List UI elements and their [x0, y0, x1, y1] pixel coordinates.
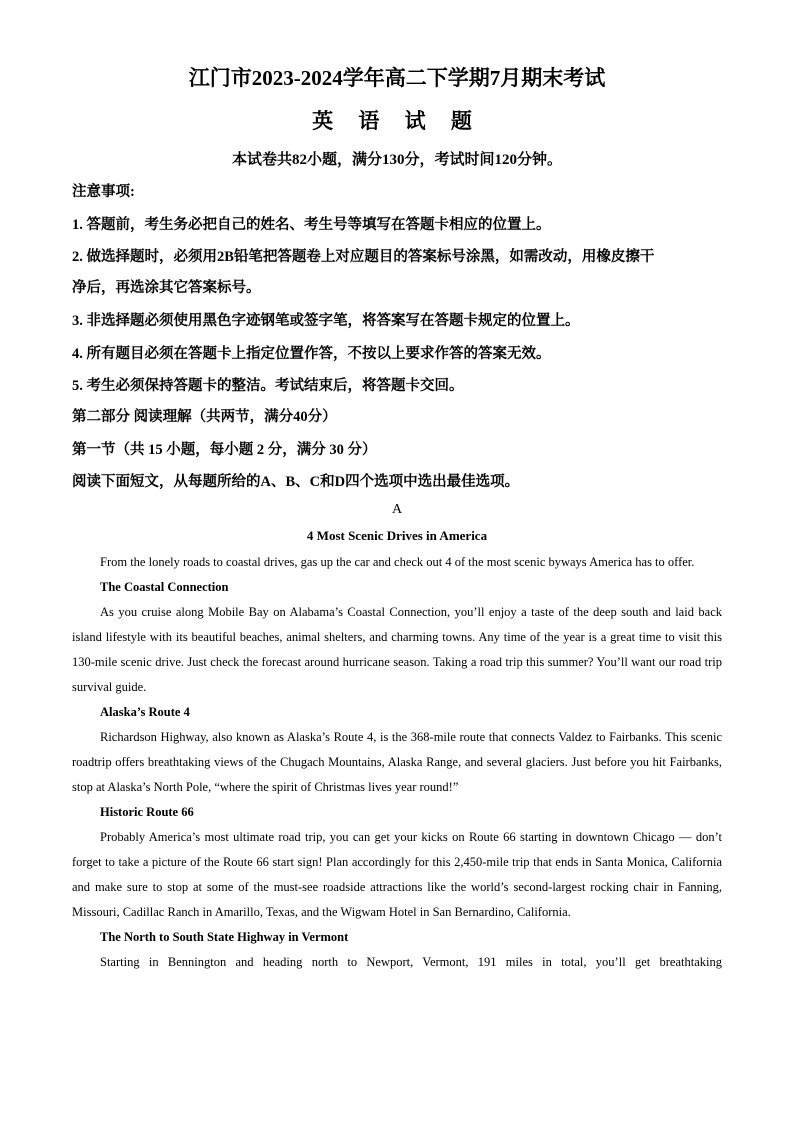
- note-item-4: 4. 所有题目必须在答题卡上指定位置作答，不按以上要求作答的答案无效。: [72, 346, 551, 362]
- passage-intro: From the lonely roads to coastal drives, gas up the car and check out 4 of the most scenic byways America has to offer.: [100, 555, 695, 569]
- note-item-1: 1. 答题前，考生务必把自己的姓名、考生号等填写在答题卡相应的位置上。: [72, 217, 551, 233]
- note-item-5: 5. 考生必须保持答题卡的整洁。考试结束后，将答题卡交回。: [72, 378, 464, 394]
- part-title: 第二部分 阅读理解（共两节，满分40分）: [72, 409, 337, 425]
- section-title: 第一节（共 15 小题，每小题 2 分，满分 30 分）: [72, 442, 377, 458]
- section-heading: Alaska’s Route 4: [100, 705, 190, 719]
- passage-letter: A: [391, 502, 403, 517]
- exam-info: 本试卷共82小题，满分130分，考试时间120分钟。: [231, 152, 562, 168]
- passage-body: [72, 550, 722, 975]
- section-heading: Historic Route 66: [100, 805, 194, 819]
- section-heading: The North to South State Highway in Vermont: [100, 930, 349, 944]
- note-item-2-cont: 净后，再选涂其它答案标号。: [72, 280, 261, 296]
- notes-heading: 注意事项:: [72, 184, 135, 200]
- subject-title: 英 语 试 题: [312, 109, 482, 133]
- exam-title: 江门市2023-2024学年高二下学期7月期末考试: [188, 66, 606, 90]
- section-instruction: 阅读下面短文，从每题所给的A、B、C和D四个选项中选出最佳选项。: [72, 474, 520, 490]
- section-text: Starting in Bennington and heading north to Newport, Vermont, 191 miles in total, you’ll get breathtaking: [100, 955, 722, 969]
- section-text: As you cruise along Mobile Bay on Alabama’s Coastal Connection, you’ll enjoy a taste of the deep south and laid back island lifestyle with its beautiful beaches, animal shelters, and charming towns. Any time of the year is a great time to visit this 130-mile scenic drive. Just check the forecast around hurricane season. Taking a road trip this summer? You’ll want our road trip survival guide.: [72, 605, 722, 694]
- section-text: Richardson Highway, also known as Alaska’s Route 4, is the 368-mile route that connects Valdez to Fairbanks. This scenic roadtrip offers breathtaking views of the Chugach Mountains, Alaska Range, and several glaciers. Just before you hit Fairbanks, stop at Alaska’s North Pole, “where the spirit of Christmas lives year round!”: [72, 730, 722, 794]
- note-item-3: 3. 非选择题必须使用黑色字迹钢笔或签字笔，将答案写在答题卡规定的位置上。: [72, 313, 580, 329]
- passage-title: 4 Most Scenic Drives in America: [306, 528, 488, 543]
- section-heading: The Coastal Connection: [100, 580, 229, 594]
- section-text: Probably America’s most ultimate road trip, you can get your kicks on Route 66 starting in downtown Chicago — don’t forget to take a picture of the Route 66 start sign! Plan accordingly for this 2,450-mile trip that ends in Santa Monica, California and make sure to stop at some of the must-see roadside attractions like the world’s second-largest rocking chair in Fanning, Missouri, Cadillac Ranch in Amarillo, Texas, and the Wigwam Hotel in San Bernardino, California.: [72, 830, 722, 919]
- note-item-2: 2. 做选择题时，必须用2B铅笔把答题卷上对应题目的答案标号涂黑，如需改动，用橡皮擦干: [72, 249, 655, 265]
